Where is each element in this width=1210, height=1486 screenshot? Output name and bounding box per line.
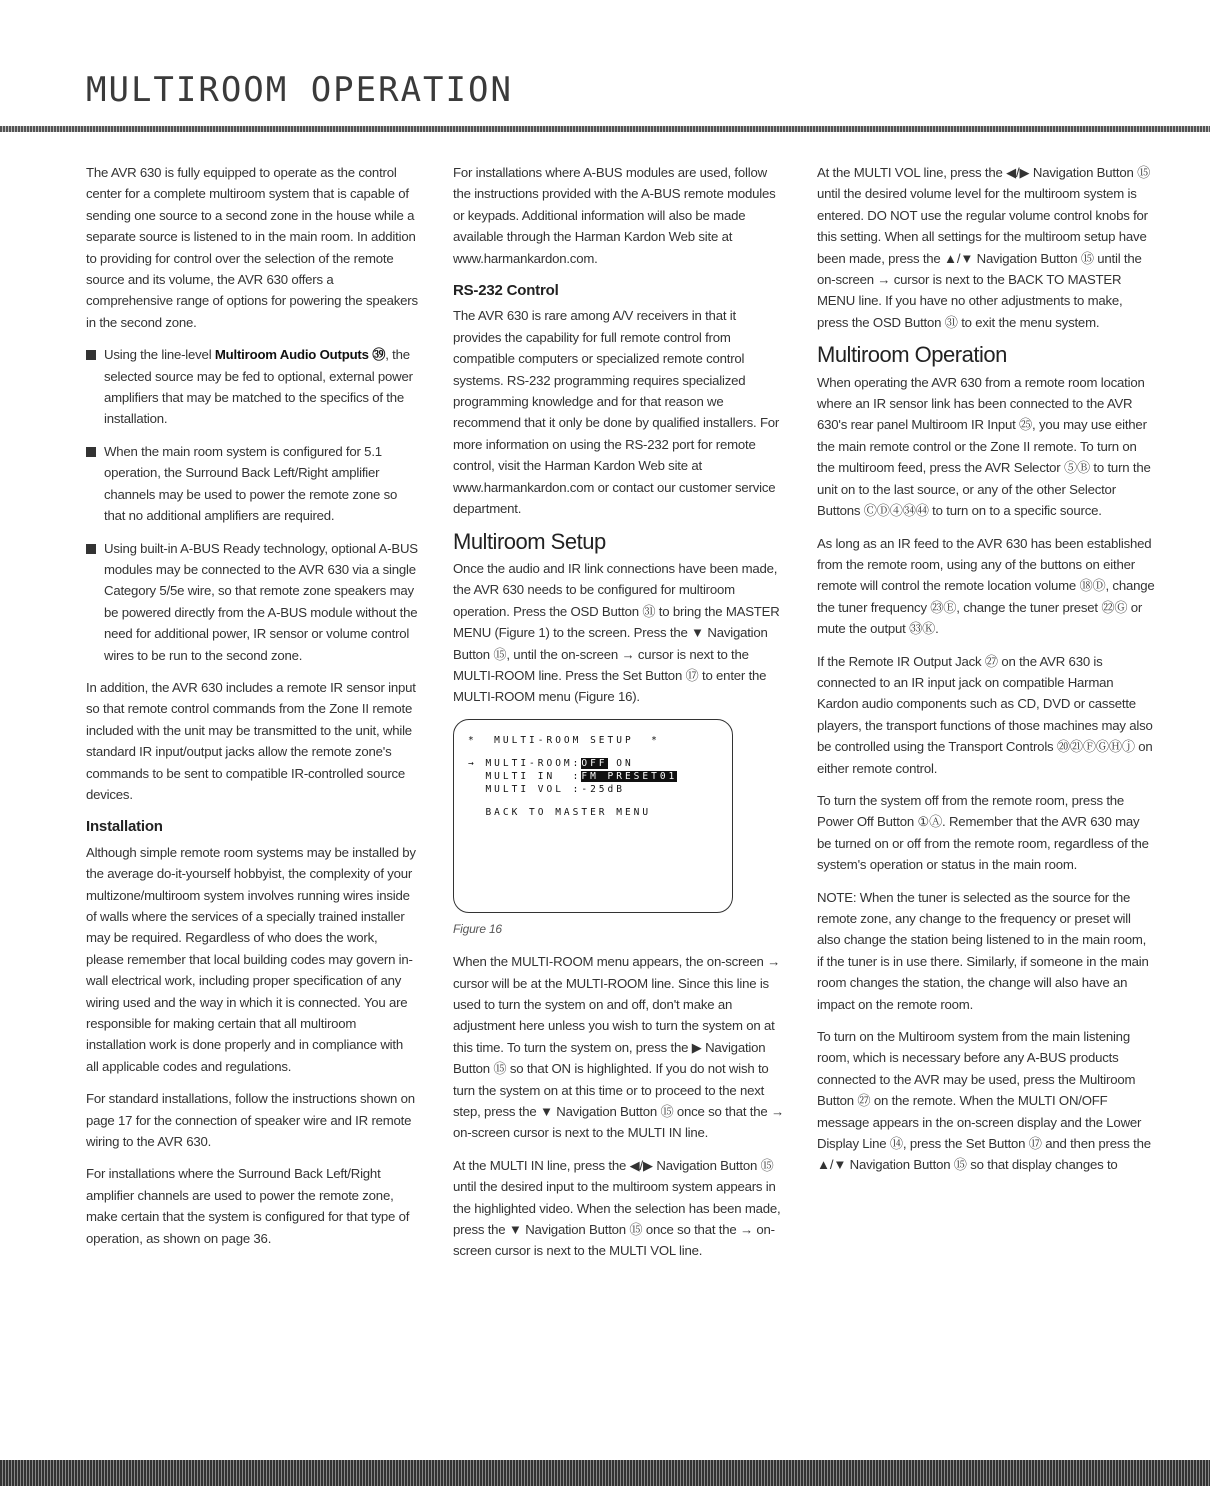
osd-label: → MULTI-ROOM: — [468, 757, 582, 769]
paragraph: Once the audio and IR link connections have been made, the AVR 630 needs to be configured for multiroom operation. Press the OSD Button ㉛ to bring the MASTER MENU (Figure 1) to the screen. Press the ▼ Navigation Button ⑮, until the on-screen → cursor is next to the MULTI-ROOM line. Press the Set Button ⑰ to enter the MULTI-ROOM menu (Figure 16). — [453, 560, 780, 705]
paragraph: The AVR 630 is rare among A/V receivers in that it provides the capability for full remote control from compatible computers or specialized remote control systems. RS-232 programming requires specialized programming knowledge and for that reason we recommend that it only be done by qualified installers. For more information on using the RS-232 port for remote control, visit the Harman Kardon Web site at www.harmankardon.com or contact our customer service department. — [453, 308, 780, 517]
osd-value-highlight: OFF — [581, 757, 608, 769]
paragraph: For installations where the Surround Back Left/Right amplifier channels are used to power the remote zone, make certain that the system is configured for that type of operation, as shown on page 36. — [86, 1166, 410, 1246]
osd-label: MULTI IN : — [468, 770, 582, 782]
paragraph: Although simple remote room systems may be installed by the average do-it-yourself hobbyist, the complexity of your multizone/multiroom system involves running wires inside of walls where the services of a specially trained installer may be required. Regardless of who does the work, please remember that local building codes may govern in-wall electrical work, including proper specification of any wiring used and the way in which it is connected. You are responsible for making certain that all multiroom installation work is done properly and in compliance with all applicable codes and regulations. — [86, 844, 416, 1074]
osd-figure — [453, 719, 733, 913]
osd-value-highlight: FM PRESET01 — [581, 770, 678, 782]
installation-heading: Installation — [86, 818, 163, 836]
note-paragraph: NOTE: When the tuner is selected as the source for the remote zone, any change to the frequency or preset will also change the station being listened to in the main room, if the tuner is in use there. Similarly, if someone in the main room changes the station, the change will also have an impact on the remote room. — [817, 889, 1149, 1012]
multiroom-setup-heading: Multiroom Setup — [453, 528, 606, 554]
bullet-bold-term: Multiroom Audio Outputs ㊴ — [214, 347, 386, 363]
paragraph: When operating the AVR 630 from a remote room location where an IR sensor link has been connected to the AVR 630's rear panel Multiroom IR Input ㉕, you may use either the main remote control or the Zone II remote. To turn on the multiroom feed, press the AVR Selector ⑤Ⓑ to turn the unit on to the last source, or any of the other Selector Buttons ⒸⒹ④㉞㊹ to turn on to a specific source. — [817, 374, 1151, 519]
osd-value: ON — [607, 757, 634, 769]
osd-row-back: BACK TO MASTER MENU — [468, 806, 652, 818]
bullet-text: Using the line-level — [104, 347, 215, 363]
paragraph: If the Remote IR Output Jack ㉗ on the AVR 630 is connected to an IR input jack on compatible Harman Kardon audio components such as CD, DVD or cassette players, the transport functions of those machines may also be controlled using the Transport Controls ⑳㉑ⒻⒼⒽⓙ on either remote control. — [817, 653, 1153, 776]
column-1 — [86, 162, 418, 1260]
paragraph: At the MULTI IN line, press the ◀/▶ Navigation Button ⑮ until the desired input to the multiroom system appears in the highlighted video. When the selection has been made, press the ▼ Navigation Button ⑮ once so that the → on-screen cursor is next to the MULTI VOL line. — [453, 1157, 781, 1259]
page-title: MULTIROOM OPERATION — [86, 70, 513, 110]
paragraph: For installations where A-BUS modules are used, follow the instructions provided with the A-BUS remote modules or keypads. Additional information will also be made available through the Harman Kardon Web site at www.harmankardon.com. — [453, 165, 776, 266]
figure-caption: Figure 16 — [453, 921, 502, 936]
paragraph: In addition, the AVR 630 includes a remote IR sensor input so that remote control commands from the Zone II remote included with the unit may be transmitted to the unit, while standard IR input/output jacks allow the remote zone's commands to be sent to compatible IR-controlled source devices. — [86, 679, 416, 802]
intro-paragraph: The AVR 630 is fully equipped to operate as the control center for a complete multiroom system that is capable of sending one source to a second zone in the house while a separate source is listened to in the main room. In addition to providing for control over the selection of the remote source and its volume, the AVR 630 offers a comprehensive range of options for powering the speakers in the second zone. — [86, 165, 418, 330]
paragraph: For standard installations, follow the instructions shown on page 17 for the connection of speaker wire and IR remote wiring to the AVR 630. — [86, 1091, 415, 1150]
bullet-list — [86, 344, 418, 666]
paragraph: To turn the system off from the remote room, press the Power Off Button ①Ⓐ. Remember that the AVR 630 may be turned on or off from the remote room, regardless of the system's operation or status in the main room. — [817, 792, 1149, 873]
column-3 — [817, 162, 1155, 1187]
paragraph: As long as an IR feed to the AVR 630 has been established from the remote room, using any of the buttons on either remote will control the remote location volume ⑱Ⓓ, change the tuner frequency ㉓Ⓔ, change the tuner preset ㉒Ⓖ or mute the output ㉝Ⓚ. — [817, 535, 1155, 637]
osd-row-multi-in — [468, 770, 732, 783]
column-2 — [453, 162, 785, 1273]
rs232-heading: RS-232 Control — [453, 282, 559, 300]
paragraph: To turn on the Multiroom system from the main listening room, which is necessary before any A-BUS products connected to the AVR may be used, press the Multiroom Button ㉗ on the remote. When the MULTI ON/OFF message appears in the on-screen display and the Lower Display Line ⑭, press the Set Button ⑰ and then press the ▲/▼ Navigation Button ⑮ so that display changes to — [817, 1029, 1151, 1173]
top-divider — [0, 126, 1210, 132]
bullet-item — [86, 344, 418, 430]
bullet-text: , the selected source may be fed to optional, external power amplifiers that may be matched to the specifics of the installation. — [104, 347, 413, 427]
multiroom-operation-heading: Multiroom Operation — [817, 342, 1007, 368]
osd-row-multi-vol: MULTI VOL :-25dB — [468, 783, 625, 795]
bottom-bar — [0, 1460, 1210, 1486]
paragraph: At the MULTI VOL line, press the ◀/▶ Navigation Button ⑮ until the desired volume level for the multiroom system is entered. DO NOT use the regular volume control knobs for this setting. When all settings for the multiroom setup have been made, press the ▲/▼ Navigation Button ⑮ until the on-screen → cursor is next to the BACK TO MASTER MENU line. If you have no other adjustments to make, press the OSD Button ㉛ to exit the menu system. — [817, 165, 1151, 330]
osd-title: * MULTI-ROOM SETUP * — [468, 734, 660, 746]
bullet-item: When the main room system is configured for 5.1 operation, the Surround Back Left/Right amplifier channels may be used to power the remote zone so that no additional amplifiers are required. — [86, 441, 418, 527]
paragraph: When the MULTI-ROOM menu appears, the on-screen → cursor will be at the MULTI-ROOM line. Since this line is used to turn the system on and off, don't make an adjustment here unless you wish to turn the system on at this time. To turn the system on, press the ▶ Navigation Button ⑮ so that ON is highlighted. If you do not wish to turn the system on at this time or to proceed to the next step, press the ▼ Navigation Button ⑮ once so that the → on-screen cursor is next to the MULTI IN line. — [453, 954, 784, 1141]
osd-row-multiroom — [468, 757, 732, 770]
bullet-item: Using built-in A-BUS Ready technology, optional A-BUS modules may be connected to the AVR 630 via a single Category 5/5e wire, so that remote zone speakers may be powered directly from the A-BUS module without the need for additional power, IR sensor or volume control wires to be run to the second zone. — [86, 538, 418, 666]
